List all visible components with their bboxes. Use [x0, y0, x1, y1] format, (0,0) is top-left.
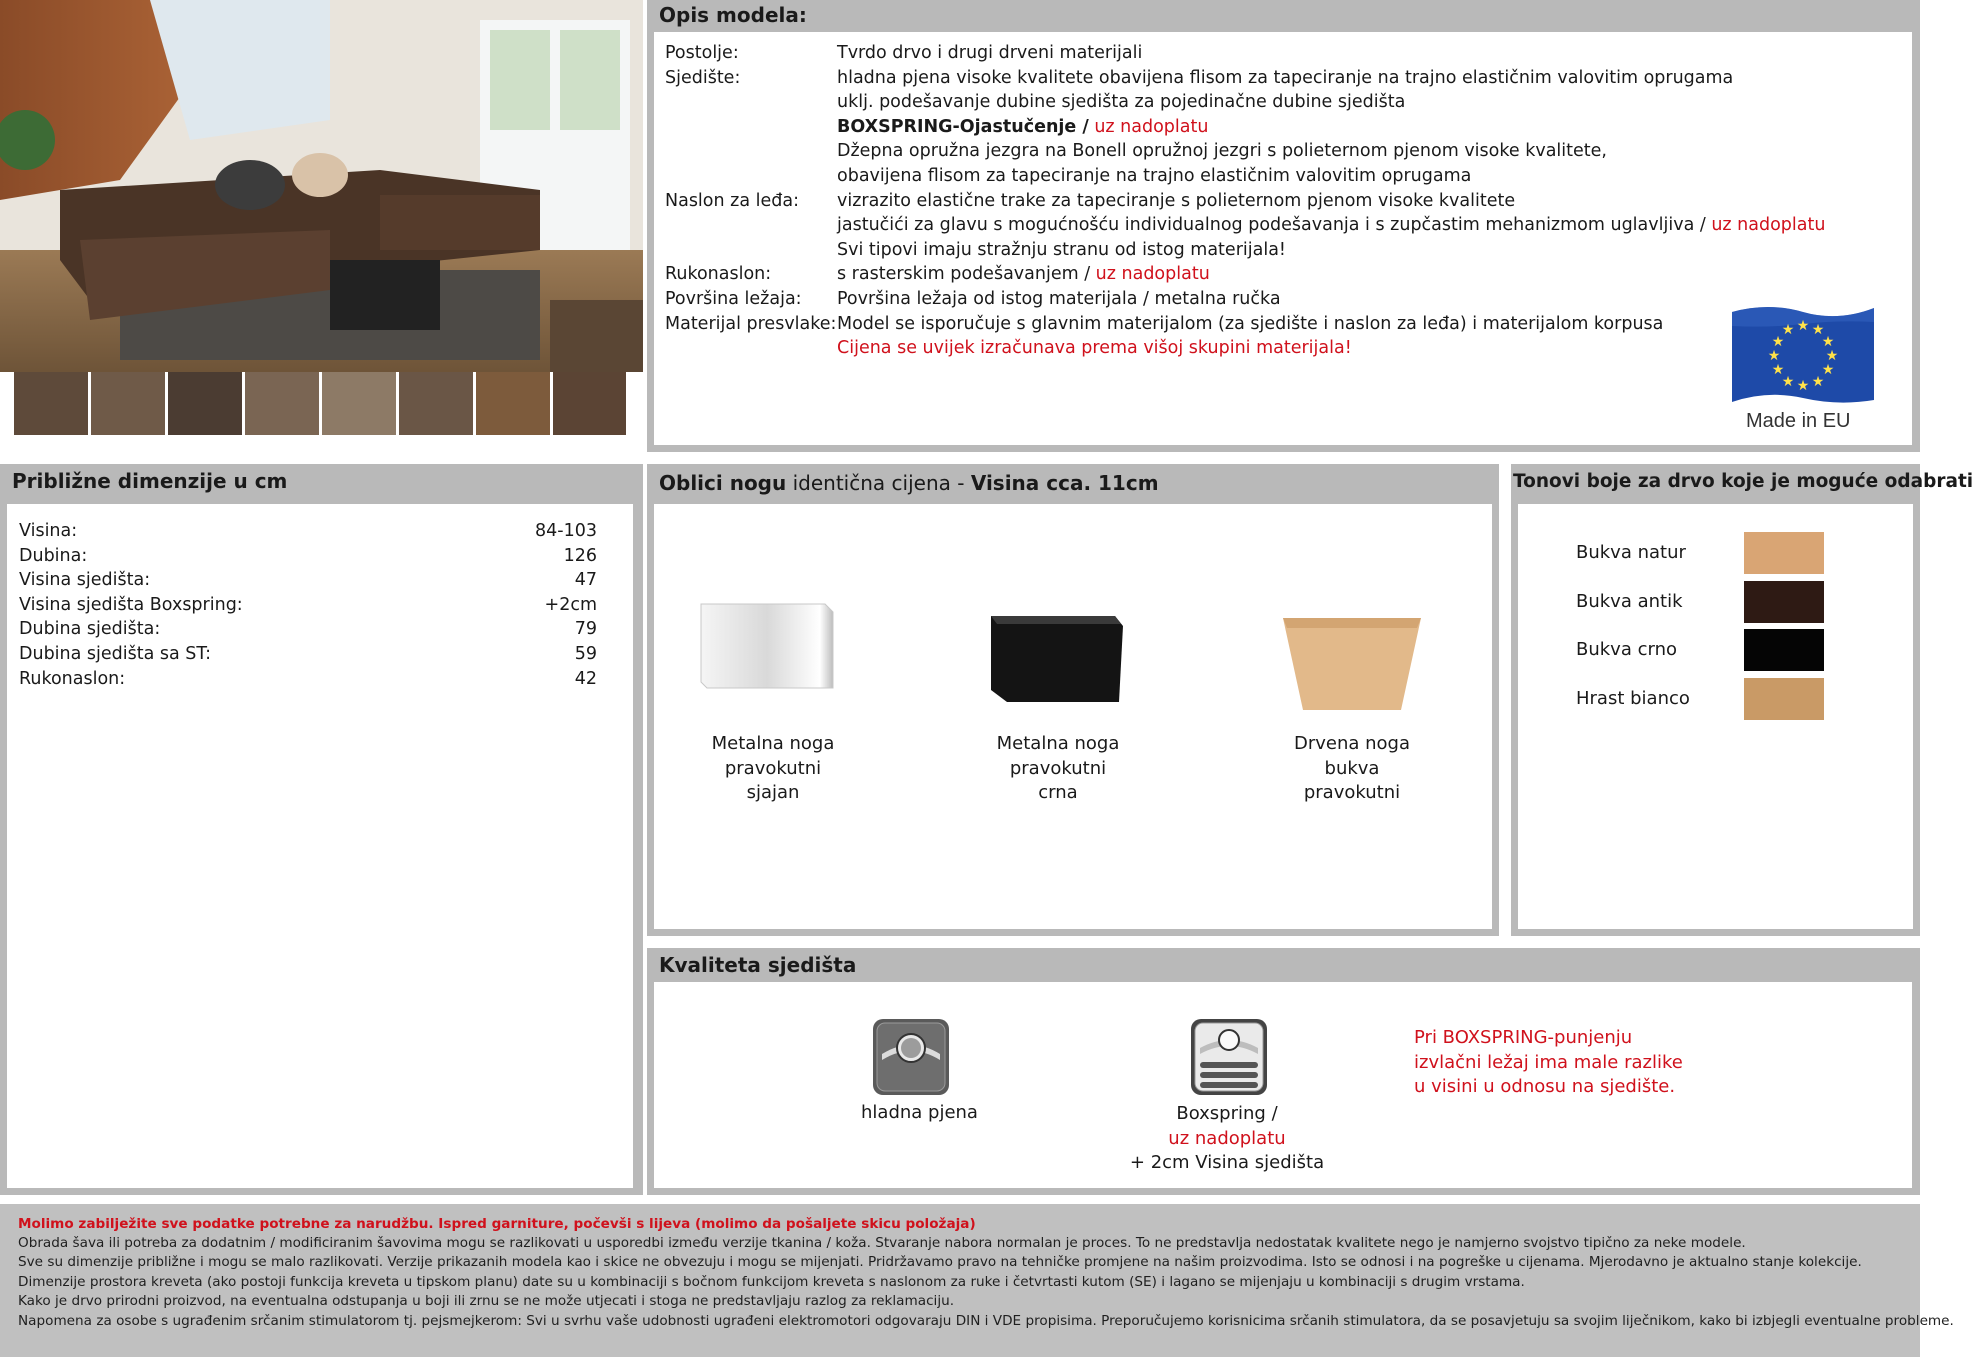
- dimension-value: +2cm: [544, 594, 597, 615]
- thumbnail[interactable]: [322, 372, 396, 435]
- wood-color-name: Bukva natur: [1576, 542, 1686, 563]
- description-value: [837, 139, 1607, 164]
- description-text: vizrazito elastične trake za tapeciranje s polieternom pjenom visoke kvalitete: [837, 190, 1516, 211]
- leg-label-line: pravokutni: [1303, 782, 1401, 803]
- dimension-label: Visina sjedišta Boxspring:: [19, 594, 243, 615]
- svg-text:★: ★: [1811, 322, 1825, 338]
- description-value: [837, 262, 1210, 287]
- leg-shapes-title-bold: Oblici nogu: [659, 471, 787, 495]
- svg-text:★: ★: [1781, 374, 1795, 390]
- description-text: obavijena flisom za tapeciranje na trajno elastičnim valovitim oprugama: [837, 166, 1472, 186]
- wood-color-swatch[interactable]: [1744, 678, 1824, 720]
- wood-color-name: Bukva antik: [1576, 590, 1683, 612]
- dimension-value: 79: [574, 619, 597, 640]
- description-text: Džepna opružna jezgra na Bonell opružnoj jezgri s polieternom pjenom visoke kvalitete,: [837, 141, 1607, 162]
- footer-lines: [0, 1234, 1954, 1344]
- thumbnail[interactable]: [91, 372, 165, 435]
- description-text: Model se isporučuje s glavnim materijalom (za sjedište i naslon za leđa) i materijalom korpusa: [837, 313, 1664, 334]
- wood-color-swatch[interactable]: [1744, 532, 1824, 574]
- boxspring-note-line: u visini u odnosu na sjedište.: [1414, 1076, 1676, 1097]
- dimension-row: [19, 593, 597, 618]
- svg-text:★: ★: [1811, 374, 1825, 390]
- dimension-value: 42: [574, 668, 597, 689]
- description-label: Materijal presvlake:: [665, 313, 837, 334]
- description-text: s rasterskim podešavanjem /: [837, 264, 1091, 285]
- dimension-label: Dubina:: [19, 545, 88, 566]
- thumbnail[interactable]: [245, 372, 319, 435]
- description-value: [837, 66, 1733, 91]
- dimension-value: 126: [563, 545, 597, 566]
- description-value: [837, 164, 1471, 189]
- description-value: [837, 115, 1208, 140]
- thumbnail[interactable]: [553, 372, 626, 435]
- description-text: Površina ležaja od istog materijala / metalna ručka: [837, 289, 1281, 309]
- svg-text:★: ★: [1821, 362, 1835, 378]
- footer-headline: Molimo zabilježite sve podatke potrebne za narudžbu. Ispred garniture, počevši s lijeva (molimo da pošaljete skicu položaja): [18, 1216, 976, 1232]
- description-value: [837, 238, 1286, 263]
- description-value: [837, 213, 1825, 238]
- description-value: [837, 90, 1405, 115]
- thumbnail[interactable]: [399, 372, 473, 435]
- description-value: [837, 189, 1515, 214]
- wood-color-option[interactable]: [1576, 629, 1876, 673]
- leg-label-line: Metalna noga: [996, 733, 1120, 754]
- dimension-row: [19, 617, 597, 642]
- cold-foam-label: hladna pjena: [861, 1102, 978, 1123]
- leg-label-line: pravokutni: [1009, 757, 1107, 779]
- dimension-label: Dubina sjedišta:: [19, 619, 161, 640]
- description-label: Površina ležaja:: [665, 289, 802, 309]
- description-text: Svi tipovi imaju stražnju stranu od istog materijala!: [837, 239, 1286, 260]
- footer-line: Sve su dimenzije približne i mogu se malo razlikovati. Verzije prikazanih modela kao i skice ne obvezuju i mogu se mijenjati. Pridržavamo pravo na tehničke promjene na našim proizvodima. Isto se odnosi i na pogreške u cijenama. Mjerodavno je aktualno stanje kolekcije.: [18, 1254, 1862, 1271]
- description-text: uklj. podešavanje dubine sjedišta za pojedinačne dubine sjedišta: [837, 92, 1406, 113]
- cold-foam-icon: [872, 1018, 950, 1096]
- thumbnail[interactable]: [168, 372, 242, 435]
- made-in-eu-label: Made in EU: [1746, 410, 1851, 432]
- description-label: Postolje:: [665, 43, 739, 63]
- wood-color-swatch[interactable]: [1744, 581, 1824, 623]
- description-value: [837, 41, 1142, 66]
- description-surcharge: uz nadoplatu: [1088, 116, 1209, 137]
- svg-text:★: ★: [1821, 334, 1835, 350]
- leg-label-line: sjajan: [746, 782, 800, 803]
- eu-flag-icon: [1728, 302, 1878, 407]
- footer-line: Kako je drvo prirodni proizvod, na eventualna odstupanja u boji ili zrnu se ne može utjecati i stoga ne predstavljaju razlog za reklamaciju.: [18, 1293, 955, 1310]
- dimension-row: [19, 667, 597, 692]
- leg-label-line: crna: [1038, 782, 1078, 803]
- dimension-label: Visina:: [19, 521, 78, 541]
- dimension-label: Visina sjedišta:: [19, 570, 151, 591]
- leg-label-line: pravokutni: [724, 757, 822, 779]
- boxspring-surcharge: uz nadoplatu: [1168, 1127, 1286, 1149]
- description-value: [837, 336, 1352, 361]
- dimension-row: [19, 519, 597, 544]
- svg-text:★: ★: [1796, 378, 1810, 394]
- description-label: Rukonaslon:: [665, 264, 772, 285]
- leg-label-line: Metalna noga: [711, 733, 835, 754]
- dimensions-title: Približne dimenzije u cm: [12, 469, 288, 493]
- wood-color-option[interactable]: [1576, 532, 1876, 576]
- description-surcharge: uz nadoplatu: [1090, 264, 1210, 285]
- leg-shapes-title-height: Visina cca. 11cm: [970, 471, 1159, 495]
- svg-text:★: ★: [1771, 362, 1785, 378]
- leg-label-line: Drvena noga: [1293, 733, 1411, 754]
- svg-text:★: ★: [1825, 348, 1839, 364]
- footer-notes: [0, 1204, 1954, 1357]
- leg-label: [948, 732, 1168, 806]
- thumbnail[interactable]: [476, 372, 550, 435]
- description-surcharge: Cijena se uvijek izračunava prema višoj skupini materijala!: [837, 338, 1352, 359]
- dimension-row: [19, 568, 597, 593]
- dimension-value: 84-103: [535, 521, 597, 541]
- description-text: hladna pjena visoke kvalitete obavijena flisom za tapeciranje na trajno elastičnim valovitim oprugama: [837, 67, 1734, 88]
- description-bold: BOXSPRING-Ojastučenje /: [837, 116, 1089, 137]
- wooden-leg-beech-image: [1277, 614, 1427, 714]
- model-description-panel: [647, 0, 1920, 452]
- boxspring-note-line: izvlačni ležaj ima male razlike: [1414, 1051, 1683, 1073]
- dimension-value: 47: [574, 570, 597, 591]
- svg-text:★: ★: [1796, 318, 1810, 334]
- dimension-row: [19, 544, 597, 569]
- svg-text:★: ★: [1767, 348, 1781, 364]
- boxspring-icon: [1190, 1018, 1268, 1096]
- dimension-value: 59: [574, 644, 597, 664]
- dimension-row: [19, 642, 597, 667]
- leg-shapes-title: [647, 464, 1499, 502]
- footer-line: Dimenzije prostora kreveta (ako postoji funkcija kreveta u tipskom planu) date su u kombinaciji s bočnom funkcijom kreveta s naslonom za ruke i četvrtasti kutom (SE) i lagano se mijenjaju u kombinaciji s drugim vrstama.: [18, 1273, 1525, 1290]
- made-in-eu-badge: [1728, 302, 1878, 442]
- dimensions-panel: [0, 464, 643, 1195]
- wood-color-swatch[interactable]: [1744, 629, 1824, 671]
- model-description-title: Opis modela:: [659, 3, 807, 27]
- sofa-room-image: [0, 0, 643, 372]
- dimensions-list: [19, 519, 597, 719]
- wood-color-list: [1576, 532, 1876, 732]
- metal-leg-chrome-image: [697, 598, 837, 696]
- leg-labels: [647, 732, 1499, 812]
- leg-label: [663, 732, 883, 806]
- wood-color-option[interactable]: [1576, 581, 1876, 625]
- boxspring-label: [1067, 1102, 1387, 1176]
- seat-quality-title: Kvaliteta sjedišta: [659, 953, 857, 977]
- wood-color-name: Bukva crno: [1576, 639, 1677, 660]
- metal-leg-black-image: [987, 610, 1127, 708]
- boxspring-label-line: Boxspring /: [1176, 1103, 1278, 1124]
- product-photo: [0, 0, 643, 372]
- description-label: Sjedište:: [665, 67, 741, 88]
- seat-quality-panel: [647, 948, 1920, 1195]
- description-value: [837, 287, 1281, 312]
- dimension-label: Dubina sjedišta sa ST:: [19, 644, 212, 664]
- dimension-label: Rukonaslon:: [19, 668, 126, 689]
- thumbnail[interactable]: [14, 372, 88, 435]
- description-label: Naslon za leđa:: [665, 190, 799, 211]
- description-rows: [665, 41, 1865, 371]
- leg-shapes-title-normal: identična cijena -: [786, 471, 971, 495]
- leg-label-line: bukva: [1324, 757, 1380, 779]
- wood-color-option[interactable]: [1576, 678, 1876, 722]
- boxspring-note: [1414, 1026, 1814, 1100]
- leg-shapes-panel: [647, 464, 1499, 936]
- description-surcharge: uz nadoplatu: [1705, 215, 1826, 236]
- footer-line: Napomena za osobe s ugrađenim srčanim stimulatorom tj. pejsmejkerom: Svi u svrhu vaše udobnosti ugrađeni elektromotori odgovaraju DIN i VDE propisima. Preporučujemo korisnicima srčanih stimulatora, da se posavjetuju sa svojim liječnikom, kako bi izbjegli eventualne probleme.: [18, 1312, 1954, 1329]
- leg-label: [1242, 732, 1462, 806]
- svg-text:★: ★: [1781, 322, 1795, 338]
- description-text: Tvrdo drvo i drugi drveni materijali: [837, 43, 1143, 63]
- wood-colors-panel: [1511, 464, 1973, 936]
- description-text: jastučići za glavu s mogućnošću individualnog podešavanja i s zupčastim mehanizmom uglavljiva /: [837, 215, 1706, 236]
- footer-line: Obrada šava ili potreba za dodatnim / modificiranim šavovima mogu se razlikovati u usporedbi između verzije tkanina / koža. Stvaranje nabora normalan je proces. To ne predstavlja nedostatak kvalitete nego je namjerno svojstvo tipično za neke modele.: [18, 1235, 1746, 1251]
- wood-color-name: Hrast bianco: [1576, 687, 1690, 709]
- description-value: [837, 312, 1663, 337]
- boxspring-note-line: Pri BOXSPRING-punjenju: [1414, 1027, 1633, 1048]
- wood-colors-title: Tonovi boje za drvo koje je moguće odabrati: [1513, 471, 1973, 492]
- boxspring-height-note: + 2cm Visina sjedišta: [1129, 1152, 1325, 1173]
- svg-text:★: ★: [1771, 334, 1785, 350]
